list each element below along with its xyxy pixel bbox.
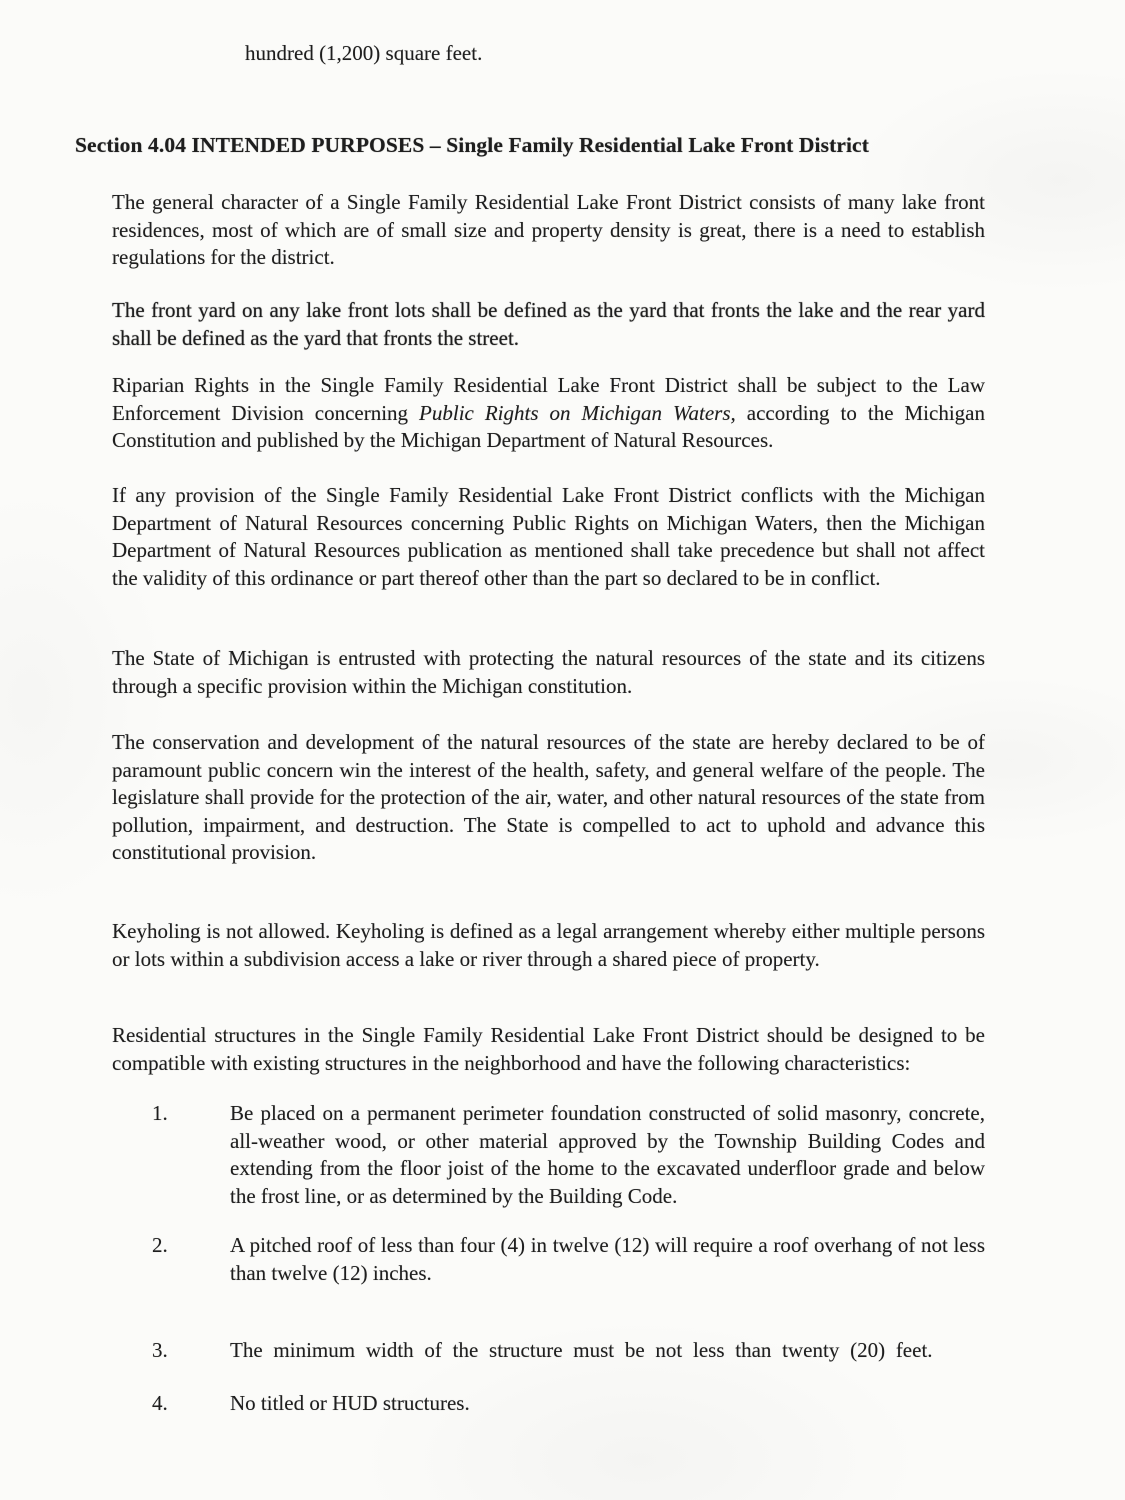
list-item-pitched-roof [152, 1232, 985, 1287]
paragraph-front-yard: The front yard on any lake front lots shall be defined as the yard that fronts the lake and the rear yard shall be defined as the yard that fronts the street. [112, 298, 985, 350]
list-item-number: 4. [152, 1391, 168, 1415]
list-item-text: Be placed on a permanent perimeter foundation constructed of solid masonry, concrete, all-weather wood, or other material approved by the Township Building Codes and extending from the floor joist of the home to the excavated underfloor grade and below the frost line, or as determined by the Building Code. [230, 1101, 985, 1208]
riparian-text-pre: Riparian Rights in the Single Family Residential Lake Front District shall be subject to the Law Enforcement Division concerning [112, 373, 985, 425]
list-item-text: A pitched roof of less than four (4) in twelve (12) will require a roof overhang of not less than twelve (12) inches. [230, 1233, 985, 1285]
list-item-number: 1. [152, 1101, 168, 1125]
paragraph-conservation: The conservation and development of the natural resources of the state are hereby declared to be of paramount public concern win the interest of the health, safety, and general welfare of the people. The legislature shall provide for the protection of the air, water, and other natural resources of the state from pollution, impairment, and destruction. The State is compelled to act to uphold and advance this constitutional provision. [112, 730, 985, 864]
paragraph-keyholing: Keyholing is not allowed. Keyholing is defined as a legal arrangement whereby either multiple persons or lots within a subdivision access a lake or river through a shared piece of property. [112, 919, 985, 971]
list-item-no-hud [152, 1390, 985, 1418]
list-item-text: No titled or HUD structures. [230, 1391, 470, 1415]
riparian-text-post: according to the Michigan Constitution and published by the Michigan Department of Natural Resources. [112, 400, 985, 452]
paragraph-general-character: The general character of a Single Family Residential Lake Front District consists of many lake front residences, most of which are of small size and property density is great, there is a need to establish regulations for the district. [112, 190, 985, 269]
riparian-citation-italic: Public Rights on Michigan Waters, [419, 400, 736, 425]
list-item-foundation [152, 1100, 985, 1210]
list-item-number: 3. [152, 1338, 168, 1362]
paragraph-residential-structures: Residential structures in the Single Family Residential Lake Front District should be designed to be compatible with existing structures in the neighborhood and have the following characteristics: [112, 1023, 985, 1075]
section-heading: Section 4.04 INTENDED PURPOSES – Single Family Residential Lake Front District [75, 133, 869, 157]
paragraph-riparian-rights [112, 372, 985, 455]
paragraph-state-entrusted: The State of Michigan is entrusted with protecting the natural resources of the state and its citizens through a specific provision within the Michigan constitution. [112, 646, 985, 698]
continuation-line: hundred (1,200) square feet. [245, 41, 483, 65]
list-item-number: 2. [152, 1233, 168, 1257]
list-item-minimum-width [152, 1337, 985, 1365]
list-item-text: The minimum width of the structure must be not less than twenty (20) feet. [230, 1338, 933, 1362]
paragraph-conflict-provision: If any provision of the Single Family Residential Lake Front District conflicts with the Michigan Department of Natural Resources concerning Public Rights on Michigan Waters, then the Michigan Department of Natural Resources publication as mentioned shall take precedence but shall not affect the validity of this ordinance or part thereof other than the part so declared to be in conflict. [112, 483, 985, 590]
